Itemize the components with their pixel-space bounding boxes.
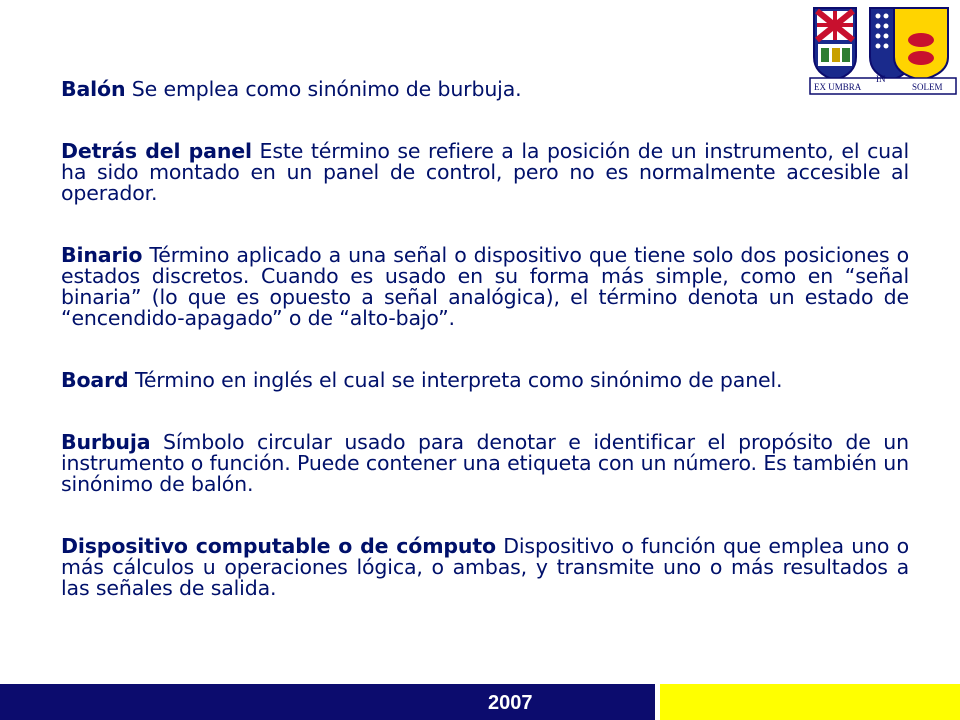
entry-term: Detrás del panel xyxy=(61,139,252,163)
entry-term: Binario xyxy=(61,243,143,267)
glossary-entry xyxy=(61,141,909,204)
glossary-entry xyxy=(61,245,909,329)
footer-bar-left xyxy=(0,684,655,720)
glossary-entry xyxy=(61,432,909,495)
footer-bar-right xyxy=(660,684,960,720)
motto-left: EX UMBRA xyxy=(814,82,862,92)
entry-term: Board xyxy=(61,368,129,392)
motto-right: SOLEM xyxy=(912,82,943,92)
footer-year: 2007 xyxy=(488,692,533,714)
entry-definition: Término aplicado a una señal o dispositivo que tiene solo dos posiciones o estados discretos. Cuando es usado en su forma más simple, como en “señal binaria” (lo que es opuesto a señal analógica), el término denota un estado de “encendido-apagado” o de “alto-bajo”. xyxy=(61,243,909,330)
entry-definition: Dispositivo o función que emplea uno o más cálculos u operaciones lógica, o ambas, y transmite uno o más resultados a las señales de salida. xyxy=(61,534,909,600)
entry-term: Dispositivo computable o de cómputo xyxy=(61,534,496,558)
entry-definition: Se emplea como sinónimo de burbuja. xyxy=(125,77,522,101)
entry-definition: Símbolo circular usado para denotar e identificar el propósito de un instrumento o función. Puede contener una etiqueta con un número. Es también un sinónimo de balón. xyxy=(61,430,909,496)
entry-definition: Este término se refiere a la posición de un instrumento, el cual ha sido montado en un panel de control, pero no es normalmente accesible al operador. xyxy=(61,139,909,205)
glossary-entry xyxy=(61,370,909,391)
glossary-entry xyxy=(61,79,909,100)
entry-term: Burbuja xyxy=(61,430,151,454)
entry-term: Balón xyxy=(61,77,126,101)
glossary-content xyxy=(61,79,909,640)
glossary-entry xyxy=(61,536,909,599)
motto-center: IN xyxy=(876,74,886,84)
entry-definition: Término en inglés el cual se interpreta como sinónimo de panel. xyxy=(128,368,783,392)
